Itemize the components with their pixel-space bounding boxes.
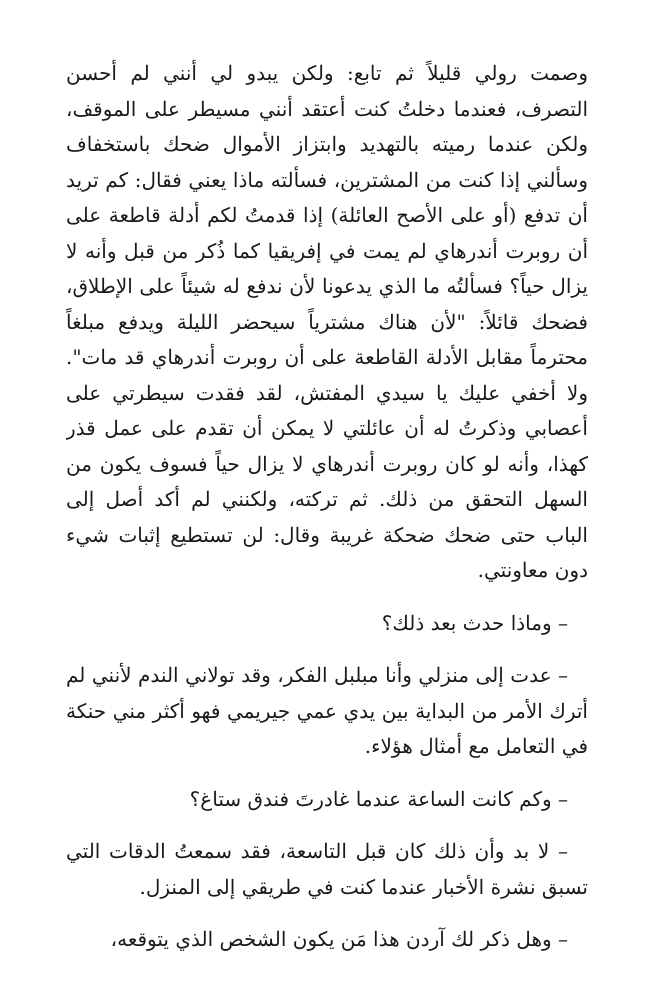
book-page <box>66 56 588 986</box>
paragraph-rowley-account: وصمت رولي قليلاً ثم تابع: ولكن يبدو لي أنني لم أحسن التصرف، فعندما دخلتُ كنت أعتقد أنني مسيطر على الموقف، ولكن عندما رميته بالتهديد وابتزاز الأموال ضحك باستخفاف وسألني إذا كنت من المشترين، فسألته ماذا يعني فقال: كم تريد أن تدفع (أو على الأصح العائلة) إذا قدمتُ لكم أدلة قاطعة على أن روبرت أندرهاي لم يمت في إفريقيا كما ذُكر من قبل وأنه لا يزال حياً؟ فسألتُه ما الذي يدعونا لأن ندفع له شيئاً على الإطلاق، فضحك قائلاً: "لأن هناك مشترياً سيحضر الليلة ويدفع مبلغاً محترماً مقابل الأدلة القاطعة على أن روبرت أندرهاي قد مات". ولا أخفي عليك يا سيدي المفتش، لقد فقدت سيطرتي على أعصابي وذكرتُ له أن عائلتي لا يمكن أن تقدم على عمل قذر كهذا، وأنه لو كان روبرت أندرهاي لا يزال حياً فسوف يكون من السهل التحقق من ذلك. ثم تركته، ولكنني لم أكد أصل إلى الباب حتى ضحك ضحكة غريبة وقال: لن تستطيع إثبات شيء دون معاونتي. <box>66 61 588 582</box>
dialogue-question-what-happened: – وماذا حدث بعد ذلك؟ <box>381 610 568 635</box>
dialogue-answer-before-nine: – لا بد وأن ذلك كان قبل التاسعة، فقد سمعتُ الدقات التي تسبق نشرة الأخبار عندما كنت في طريقي إلى المنزل. <box>66 839 588 899</box>
dialogue-question-expected-person: – وهل ذكر لك آردن هذا مَن يكون الشخص الذي يتوقعه، <box>110 927 568 951</box>
dialogue-answer-returned-home: – عدت إلى منزلي وأنا مبلبل الفكر، وقد تولاني الندم لأنني لم أترك الأمر من البداية بين يدي عمي جيريمي فهو أكثر مني حنكة في التعامل مع أمثال هؤلاء. <box>66 663 588 758</box>
dialogue-question-time-left: – وكم كانت الساعة عندما غادرتَ فندق ستاغ؟ <box>189 786 568 811</box>
